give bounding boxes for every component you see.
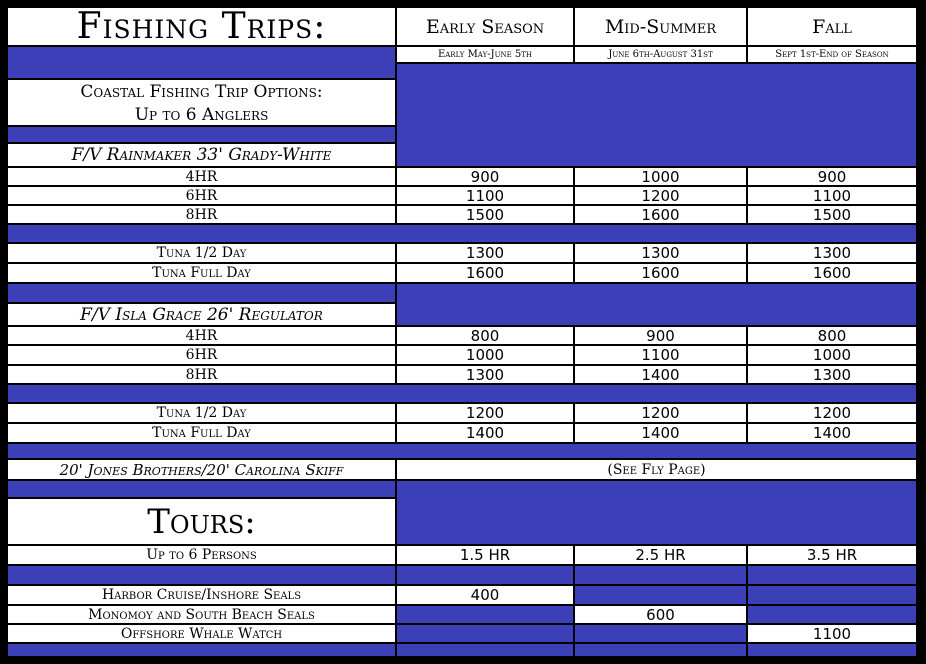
- blue-band: [8, 385, 916, 402]
- tour-price: 400: [397, 586, 573, 604]
- blue-band: [8, 644, 395, 656]
- tour-label: Offshore Whale Watch: [8, 625, 395, 642]
- price-cell: 900: [397, 168, 573, 185]
- trip-label: 6HR: [8, 187, 395, 204]
- coastal-capacity: Up to 6 Anglers: [8, 104, 395, 125]
- trip-label: 8HR: [8, 206, 395, 223]
- season-mid-header: Mid-Summer: [575, 8, 746, 45]
- season-early-header: Early Season: [397, 8, 573, 45]
- blue-band: [8, 444, 916, 458]
- season-mid-dates: June 6th-August 31st: [575, 47, 746, 62]
- tour-duration: 3.5 HR: [748, 546, 916, 564]
- price-cell: 1600: [748, 264, 916, 282]
- price-cell: 900: [575, 327, 746, 344]
- trip-label: Tuna 1/2 Day: [8, 244, 395, 262]
- trip-label: 6HR: [8, 346, 395, 364]
- blue-band: [8, 225, 916, 242]
- tour-duration: 2.5 HR: [575, 546, 746, 564]
- blue-band: [748, 644, 916, 656]
- price-cell: 1200: [575, 187, 746, 204]
- price-cell: 1300: [397, 244, 573, 262]
- blue-band: [748, 586, 916, 604]
- price-cell: 1100: [748, 187, 916, 204]
- tours-title: Tours:: [8, 499, 395, 544]
- price-cell: 1300: [575, 244, 746, 262]
- blue-band: [575, 586, 746, 604]
- price-cell: 1200: [397, 404, 573, 422]
- price-cell: 1200: [575, 404, 746, 422]
- blue-band: [748, 606, 916, 623]
- price-cell: 800: [397, 327, 573, 344]
- blue-band: [8, 566, 395, 584]
- boat-name-isla-grace: F/V Isla Grace 26' Regulator: [8, 304, 395, 325]
- boat-name-rainmaker: F/V Rainmaker 33' Grady-White: [8, 144, 395, 166]
- blue-band: [575, 566, 746, 584]
- blue-band: [8, 47, 395, 78]
- skiff-name: 20' Jones Brothers/20' Carolina Skiff: [8, 460, 395, 479]
- price-cell: 1600: [575, 264, 746, 282]
- price-cell: 1000: [748, 346, 916, 364]
- trip-label: 4HR: [8, 327, 395, 344]
- blue-band: [8, 127, 395, 142]
- price-cell: 1000: [397, 346, 573, 364]
- tours-capacity: Up to 6 Persons: [8, 546, 395, 564]
- price-cell: 1400: [575, 424, 746, 442]
- price-cell: 1400: [397, 424, 573, 442]
- blue-band: [8, 284, 395, 302]
- price-cell: 1600: [575, 206, 746, 223]
- trip-label: 4HR: [8, 168, 395, 185]
- price-cell: 1500: [748, 206, 916, 223]
- price-cell: 1300: [748, 366, 916, 383]
- blue-band: [748, 566, 916, 584]
- price-cell: 1100: [575, 346, 746, 364]
- price-cell: 1500: [397, 206, 573, 223]
- price-cell: 1400: [748, 424, 916, 442]
- blue-band: [397, 284, 916, 325]
- season-fall-dates: Sept 1st-End of Season: [748, 47, 916, 62]
- blue-band: [397, 606, 573, 623]
- price-cell: 800: [748, 327, 916, 344]
- price-cell: 1000: [575, 168, 746, 185]
- season-early-dates: Early May-June 5th: [397, 47, 573, 62]
- blue-band: [575, 644, 746, 656]
- price-cell: 900: [748, 168, 916, 185]
- tour-price: 1100: [748, 625, 916, 642]
- price-cell: 1100: [397, 187, 573, 204]
- tour-price: 600: [575, 606, 746, 623]
- tour-label: Harbor Cruise/Inshore Seals: [8, 586, 395, 604]
- price-cell: 1200: [748, 404, 916, 422]
- season-fall-header: Fall: [748, 8, 916, 45]
- blue-band: [397, 566, 573, 584]
- blue-band: [397, 625, 573, 642]
- price-cell: 1300: [748, 244, 916, 262]
- price-cell: 1400: [575, 366, 746, 383]
- blue-band: [397, 644, 573, 656]
- trip-label: Tuna Full Day: [8, 264, 395, 282]
- trip-label: Tuna 1/2 Day: [8, 404, 395, 422]
- price-cell: 1300: [397, 366, 573, 383]
- price-cell: 1600: [397, 264, 573, 282]
- page-title: Fishing Trips:: [8, 8, 395, 45]
- coastal-title: Coastal Fishing Trip Options:: [8, 80, 395, 104]
- trip-label: 8HR: [8, 366, 395, 383]
- skiff-note: (See Fly Page): [397, 460, 916, 479]
- tour-duration: 1.5 HR: [397, 546, 573, 564]
- blue-band: [8, 481, 395, 497]
- blue-band: [397, 481, 916, 544]
- blue-band: [397, 64, 916, 166]
- tour-label: Monomoy and South Beach Seals: [8, 606, 395, 623]
- blue-band: [575, 625, 746, 642]
- trip-label: Tuna Full Day: [8, 424, 395, 442]
